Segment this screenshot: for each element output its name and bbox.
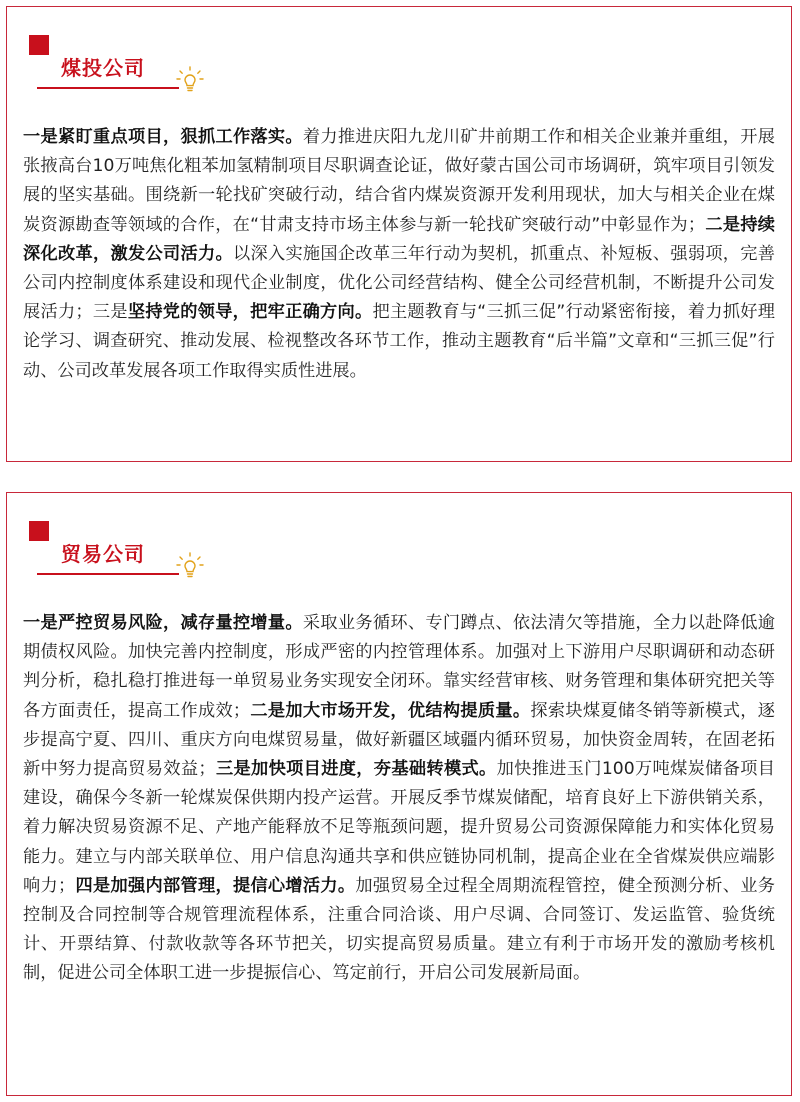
title-underline — [37, 87, 179, 89]
text-segment: 四是加强内部管理，提信心增活力。 — [75, 875, 356, 896]
section-card-coal-investment — [6, 6, 792, 462]
text-segment: 一是严控贸易风险，减存量控增量。 — [23, 613, 303, 633]
section-card-trade — [6, 492, 792, 1096]
text-segment: 着力推进庆阳九龙川矿井前期工作和相关企业兼并重组，开展张掖高台10万吨焦化粗苯加氢精制项目尽职调查论证，做好蒙古国公司市场调研，筑牢项目引领发展的坚实基础。围绕新一轮找矿突破行动，结合省内煤炭资源开发利用现状，加大与相关企业在煤炭资源勘查等领域的合作，在“甘肃支持市场主体参与新一轮找矿突破行动”中彰显作为； — [23, 127, 775, 235]
text-segment: 以深入实施国企改革三年行动为契机，抓重点、补短板、强弱项，完善公司内控制度体系建设和现代企业制度，优化公司经营结构、健全公司经营机制，不断提升公司发展活力；三是 — [23, 243, 775, 323]
text-segment: 一是紧盯重点项目，狠抓工作落实。 — [23, 127, 303, 147]
text-segment: 坚持党的领导，把牢正确方向。 — [127, 302, 373, 323]
text-segment: 二是持续深化改革，激发公司活力。 — [23, 214, 775, 264]
red-square-marker — [29, 35, 49, 55]
text-segment: 探索块煤夏储冬销等新模式，逐步提高宁夏、四川、重庆方向电煤贸易量，做好新疆区域疆内循环贸易，加快资金周转，在固老拓新中努力提高贸易效益； — [23, 700, 775, 780]
text-segment: 采取业务循环、专门蹲点、依法清欠等措施，全力以赴降低逾期债权风险。加快完善内控制度，形成严密的内控管理体系。加强对上下游用户尽职调研和动态研判分析，稳扎稳打推进每一单贸易业务实现安全闭环。靠实经营审核、财务管理和集体研究把关等各方面责任，提高工作成效； — [23, 613, 775, 721]
title-underline — [37, 573, 179, 575]
section-title: 贸易公司 — [61, 542, 145, 566]
lightbulb-icon — [175, 551, 205, 581]
text-segment: 二是加大市场开发，优结构提质量。 — [250, 700, 531, 721]
section-body — [23, 123, 775, 386]
text-segment: 把主题教育与“三抓三促”行动紧密衔接，着力抓好理论学习、调查研究、推动发展、检视整改各环节工作，推动主题教育“后半篇”文章和“三抓三促”行动、公司改革发展各项工作取得实质性进展。 — [23, 302, 775, 381]
red-square-marker — [29, 521, 49, 541]
text-segment: 三是加快项目进度，夯基础转模式。 — [215, 759, 497, 780]
lightbulb-icon — [175, 65, 205, 95]
section-title: 煤投公司 — [61, 56, 145, 80]
section-body — [23, 609, 775, 989]
text-segment: 加快推进玉门100万吨煤炭储备项目建设，确保今冬新一轮煤炭保供期内投产运营。开展反季节煤炭储配，培育良好上下游供销关系，着力解决贸易资源不足、产地产能释放不足等瓶颈问题，提升贸易公司资源保障能力和实体化贸易能力。建立与内部关联单位、用户信息沟通共享和供应链协同机制，提高企业在全省煤炭供应端影响力； — [23, 759, 775, 896]
text-segment: 加强贸易全过程全周期流程管控，健全预测分析、业务控制及合同控制等合规管理流程体系，注重合同洽谈、用户尽调、合同签订、发运监管、验货统计、开票结算、付款收款等各环节把关，切实提高贸易质量。建立有利于市场开发的激励考核机制，促进公司全体职工进一步提振信心、笃定前行，开启公司发展新局面。 — [23, 875, 775, 984]
